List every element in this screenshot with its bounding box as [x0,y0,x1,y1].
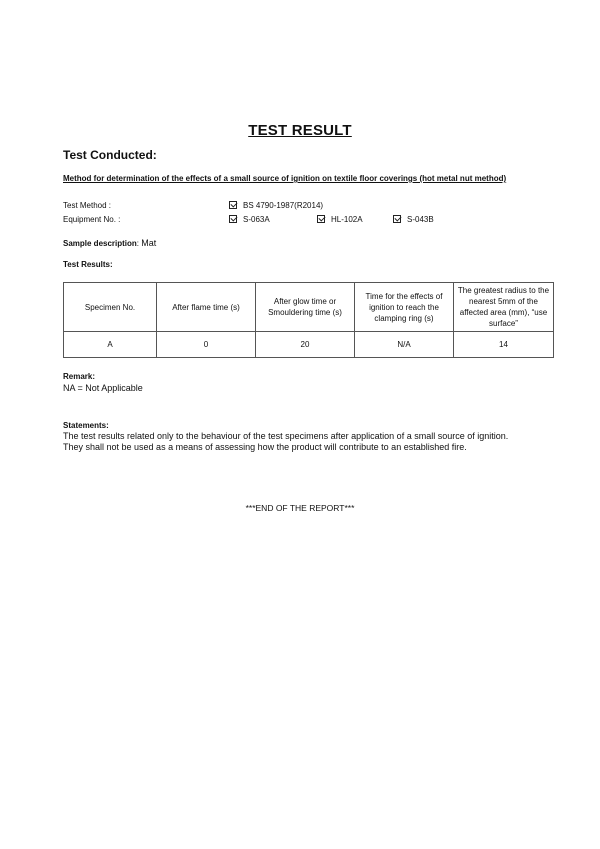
test-results-heading: Test Results: [63,260,113,269]
cell-after-glow: 20 [256,332,355,358]
sample-label: Sample description [63,239,137,248]
statements-heading: Statements: [63,421,109,430]
header-time-to-clamping-ring: Time for the effects of ignition to reach the clamping ring (s) [355,283,454,332]
equipment-check-1 [229,214,270,226]
equipment-label: Equipment No. : [63,215,121,224]
checkbox-checked-icon [229,201,237,209]
equipment-value-3: S-043B [407,215,434,224]
page-title: TEST RESULT [248,122,352,139]
cell-clamping-ring: N/A [355,332,454,358]
cell-after-flame: 0 [157,332,256,358]
cell-specimen: A [64,332,157,358]
statements-text [63,431,563,453]
checkbox-checked-icon [229,215,237,223]
end-of-report: ***END OF THE REPORT*** [245,503,355,513]
checkbox-checked-icon [393,215,401,223]
test-method-check [229,200,323,212]
header-specimen-no: Specimen No. [64,283,157,332]
sample-description: Sample description: Mat [63,238,157,248]
test-method-label: Test Method : [63,201,112,210]
statements-line-1: The test results related only to the behaviour of the test specimens after application of a small source of ignition. [63,431,509,441]
sample-value: Mat [141,238,157,248]
header-greatest-radius: The greatest radius to the nearest 5mm of the affected area (mm), “use surface” [454,283,554,332]
table-row [64,332,554,358]
header-after-flame-time: After flame time (s) [157,283,256,332]
header-after-glow-time: After glow time or Smouldering time (s) [256,283,355,332]
test-conducted-heading: Test Conducted: [63,148,157,162]
test-method-value: BS 4790-1987(R2014) [243,201,324,210]
results-table [63,282,554,358]
cell-greatest-radius: 14 [454,332,554,358]
remark-heading: Remark: [63,372,96,381]
table-header-row [64,283,554,332]
checkbox-checked-icon [317,215,325,223]
equipment-value-1: S-063A [243,215,270,224]
method-title: Method for determination of the effects of a small source of ignition on textile floor coverings (hot metal nut method) [63,174,507,183]
equipment-check-2 [317,214,363,226]
remark-text: NA = Not Applicable [63,383,143,393]
equipment-value-2: HL-102A [331,215,363,224]
statements-line-2: They shall not be used as a means of assessing how the product will contribute to an established fire. [63,442,467,452]
equipment-check-3 [393,214,434,226]
